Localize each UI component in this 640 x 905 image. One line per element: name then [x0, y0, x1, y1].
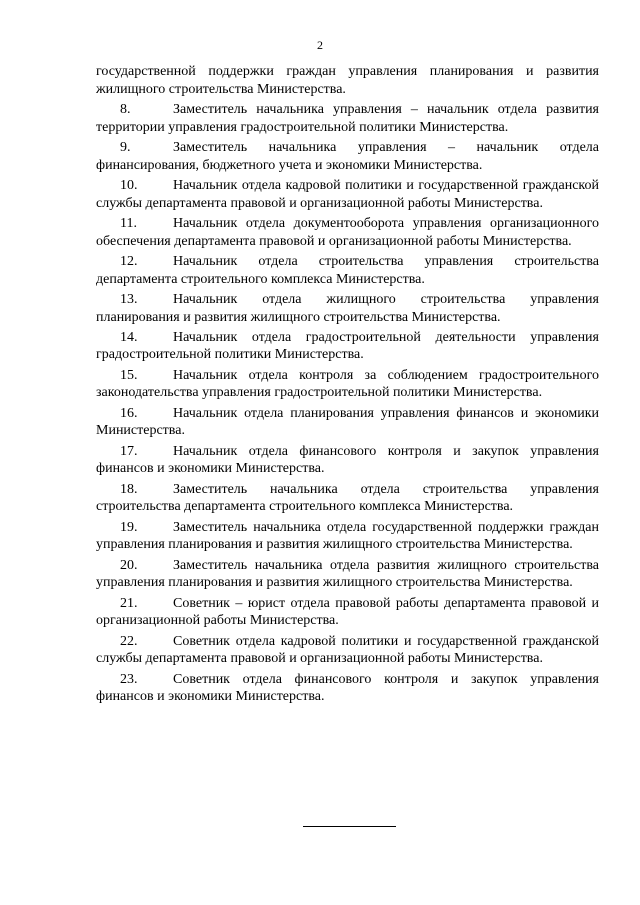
item-number: 14. [120, 329, 138, 345]
item-number: 19. [120, 519, 138, 535]
item-number: 11. [120, 215, 137, 231]
item-text: Начальник отдела планирования управления финансов и экономики Министерства. [96, 405, 599, 439]
item-number: 12. [120, 253, 138, 269]
item-text: Заместитель начальника управления – начальник отдела финансирования, бюджетного учета и экономики Министерства. [96, 139, 599, 173]
item-number: 20. [120, 557, 138, 573]
item-text: Начальник отдела финансового контроля и закупок управления финансов и экономики Министерства. [96, 443, 599, 477]
item-number: 21. [120, 595, 138, 611]
item-number: 9. [120, 139, 131, 155]
item-text: Советник – юрист отдела правовой работы департамента правовой и организационной работы Министерства. [96, 595, 599, 629]
list-item [96, 101, 599, 136]
list-item [96, 367, 599, 402]
list-item [96, 405, 599, 440]
list-item [96, 329, 599, 364]
page-number: 2 [317, 38, 323, 52]
item-number: 13. [120, 291, 138, 307]
item-text: Заместитель начальника отдела развития жилищного строительства управления планирования и развития жилищного строительства Министерства. [96, 557, 599, 591]
item-text: Начальник отдела кадровой политики и государственной гражданской службы департамента правовой и организационной работы Министерства. [96, 177, 599, 211]
item-text: Начальник отдела документооборота управления организационного обеспечения департамента правовой и организационной работы Министерства. [96, 215, 599, 249]
continuation-paragraph: государственной поддержки граждан управления планирования и развития жилищного строительства Министерства. [96, 64, 599, 97]
item-number: 22. [120, 633, 138, 649]
list-item [96, 595, 599, 630]
item-number: 10. [120, 177, 138, 193]
list-item [96, 139, 599, 174]
item-text: Начальник отдела жилищного строительства управления планирования и развития жилищного строительства Министерства. [96, 291, 599, 325]
item-number: 18. [120, 481, 138, 497]
item-number: 17. [120, 443, 138, 459]
item-number: 16. [120, 405, 138, 421]
item-text: Начальник отдела контроля за соблюдением градостроительного законодательства управления градостроительной политики Министерства. [96, 367, 599, 401]
list-item [96, 557, 599, 592]
item-number: 15. [120, 367, 138, 383]
item-text: Заместитель начальника отдела строительства управления строительства департамента строительного комплекса Министерства. [96, 481, 599, 515]
item-number: 8. [120, 101, 131, 117]
item-text: Начальник отдела строительства управления строительства департамента строительного комплекса Министерства. [96, 253, 599, 287]
list-item [96, 481, 599, 516]
item-text: Советник отдела финансового контроля и закупок управления финансов и экономики Министерства. [96, 671, 599, 705]
item-text: Заместитель начальника управления – начальник отдела развития территории управления градостроительной политики Министерства. [96, 101, 599, 135]
item-number: 23. [120, 671, 138, 687]
list-item [96, 253, 599, 288]
list-item [96, 215, 599, 250]
list-item [96, 443, 599, 478]
list-item [96, 671, 599, 706]
item-text: Начальник отдела градостроительной деятельности управления градостроительной политики Министерства. [96, 329, 599, 363]
list-item [96, 177, 599, 212]
list-item [96, 633, 599, 668]
item-text: Советник отдела кадровой политики и государственной гражданской службы департамента правовой и организационной работы Министерства. [96, 633, 599, 667]
list-item [96, 519, 599, 554]
item-text: Заместитель начальника отдела государственной поддержки граждан управления планирования и развития жилищного строительства Министерства. [96, 519, 599, 553]
end-rule [303, 826, 396, 827]
document-body [96, 63, 599, 709]
numbered-list [96, 101, 599, 706]
list-item [96, 291, 599, 326]
